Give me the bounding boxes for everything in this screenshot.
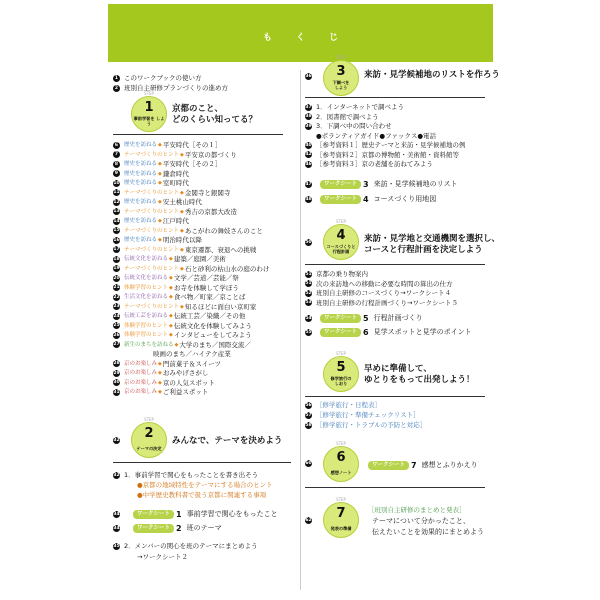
list-item[interactable] xyxy=(113,160,221,168)
step-5-heading: 早めに準備して、 ゆとりをもって出発しよう！ xyxy=(364,364,475,385)
worksheet-5[interactable] xyxy=(320,313,423,323)
step-caption: STEP xyxy=(336,351,346,356)
ws-page xyxy=(113,524,124,532)
step-5-badge xyxy=(323,351,359,392)
list-item[interactable] xyxy=(305,113,379,121)
item-text: 門前菓子＆スイーツ xyxy=(162,359,221,368)
worksheet-number: 3 xyxy=(363,179,369,189)
worksheet-number: 2 xyxy=(176,523,182,533)
page-number-badge: 39 xyxy=(305,123,312,129)
page-number-badge: 42 xyxy=(305,152,312,157)
item-text: お寺を体験して学ぼう xyxy=(173,283,239,292)
diamond-icon: ◆ xyxy=(169,284,173,291)
list-item[interactable] xyxy=(305,411,420,419)
divider xyxy=(305,396,485,397)
step-caption: STEP xyxy=(336,441,346,446)
list-item[interactable] xyxy=(113,246,256,254)
item-text: 室町時代 xyxy=(162,179,189,187)
page-number-badge: 7 xyxy=(114,152,119,157)
item-text: おみやげさがし xyxy=(162,369,209,377)
step-number: 2 xyxy=(144,426,154,441)
page-number-badge: 34 xyxy=(113,525,120,531)
diamond-icon: ◆ xyxy=(158,142,162,148)
step-6-page xyxy=(305,459,316,467)
page-title: もくじ xyxy=(262,33,362,43)
item-text: 1．事前学習で関心をもったことを書き出そう xyxy=(124,471,259,479)
step-label: テーマの決定 xyxy=(136,446,162,451)
list-item[interactable] xyxy=(113,74,202,82)
divider xyxy=(113,462,291,463)
category-label: 京のお楽しみ xyxy=(124,370,158,376)
step-1-heading: 京都のこと、 どのくらい知ってる？ xyxy=(172,104,258,125)
diamond-icon: ◆ xyxy=(180,208,184,215)
list-item[interactable] xyxy=(305,270,368,278)
item-text: 文学／芸道／芸能／祭 xyxy=(173,274,239,282)
page-number-badge: 18 xyxy=(113,256,120,262)
category-label: 体験学習のヒント xyxy=(124,284,169,291)
list-item[interactable] xyxy=(113,179,189,187)
list-item[interactable] xyxy=(305,122,392,130)
list-item[interactable] xyxy=(113,198,202,206)
page-number-badge: 2 xyxy=(114,85,119,91)
category-label: テーマづくりのヒント xyxy=(124,208,180,215)
item-text: 次の来訪地への移動に必要な時間の算出の仕方 xyxy=(316,279,453,288)
list-item[interactable] xyxy=(113,284,239,292)
item-text: 伝統工芸／染織／その他 xyxy=(173,312,246,320)
step-label: 事前学習を しよう xyxy=(133,116,165,126)
step-7-bracket-title[interactable]: ［班別自主研修のまとめと発表］ xyxy=(368,506,466,514)
item-text: 安土桃山時代 xyxy=(162,198,202,206)
item-text: 大学のまち／国際交流／ xyxy=(179,340,251,349)
diamond-icon: ◆ xyxy=(180,151,184,158)
page-number-badge: 53 xyxy=(305,300,312,305)
worksheet-title: 事前学習で関心をもったこと xyxy=(186,510,278,518)
page-number-badge: 6 xyxy=(114,142,119,148)
list-item[interactable] xyxy=(113,331,252,339)
category-label: 伝統文化を訪ねる xyxy=(124,256,169,262)
diamond-icon: ◆ xyxy=(169,322,173,329)
sub-item: ●京都の地域特性をテーマにする場合のヒント xyxy=(137,481,273,489)
list-item[interactable] xyxy=(305,299,458,307)
step-label: コースづくりと 行程計画 xyxy=(326,244,356,254)
header-banner xyxy=(108,4,493,62)
page-number-badge: 51 xyxy=(305,271,312,277)
step-1-badge xyxy=(131,91,167,132)
step-3-heading: 来訪・見学候補地のリストを作ろう xyxy=(364,70,500,80)
step-2-badge xyxy=(131,417,167,458)
category-label: 新生のまちを訪ねる xyxy=(124,341,174,348)
worksheet-title: 感想とふりかえり xyxy=(421,461,478,469)
diamond-icon: ◆ xyxy=(158,218,162,224)
page-number-badge: 25 xyxy=(113,323,120,328)
diamond-icon: ◆ xyxy=(158,170,162,177)
ws-page xyxy=(305,328,316,336)
page-number-badge: 9 xyxy=(114,171,119,176)
step-number: 6 xyxy=(336,450,346,465)
item-text: 明治時代以降 xyxy=(162,236,202,244)
step-7-text-2: 伝えたいことを効果的にまとめよう xyxy=(372,528,484,536)
page-number-badge: 55 xyxy=(305,329,312,335)
list-item[interactable] xyxy=(113,255,226,263)
list-item[interactable] xyxy=(305,151,459,159)
diamond-icon: ◆ xyxy=(158,237,162,243)
page-number-badge: 46 xyxy=(305,161,312,167)
item-text: 京都の乗り物案内 xyxy=(316,270,368,278)
item-text: 映画のまち／ハイテク産業 xyxy=(153,350,231,358)
category-label: 歴史を訪ねる xyxy=(124,218,158,224)
category-label: テーマづくりのヒント xyxy=(124,227,180,234)
step-3-badge xyxy=(323,55,359,96)
page-number-badge: 40 xyxy=(305,142,312,148)
page-number-badge: 23 xyxy=(113,304,120,309)
item-text: ［参考資料３］京の老舗を訪ねてみよう xyxy=(316,160,433,168)
step-7-page xyxy=(305,516,316,524)
worksheet-label: ワークシート xyxy=(320,314,361,323)
list-item[interactable] xyxy=(113,360,221,368)
list-item[interactable] xyxy=(113,379,215,387)
step-number: 5 xyxy=(336,360,346,375)
category-label: 体験学習のヒント xyxy=(124,322,169,329)
step-caption: STEP xyxy=(144,91,154,96)
list-item[interactable] xyxy=(113,189,230,197)
step-4-page xyxy=(305,238,316,246)
category-label: テーマづくりのヒント xyxy=(124,265,180,272)
item-text: ●ボランティアガイド●ファックス●電話 xyxy=(316,131,437,140)
worksheet-number: 1 xyxy=(176,509,182,519)
list-item[interactable] xyxy=(113,227,263,235)
divider xyxy=(305,264,485,265)
list-item[interactable] xyxy=(113,274,239,282)
item-text: ［参考資料２］京都の博物館・美術館・資料館等 xyxy=(316,150,459,159)
item-text: 秀吉の京都大改造 xyxy=(184,207,237,216)
step-label: 感想ノート xyxy=(330,470,352,475)
page-number-badge: 30 xyxy=(113,380,120,385)
item-text: インタビューをしてみよう xyxy=(173,331,252,339)
page-number-badge: 35 xyxy=(113,543,120,549)
step-label: 修学旅行の しおり xyxy=(330,376,352,386)
list-item[interactable] xyxy=(113,84,228,92)
sub-item: ●中学歴史教科書で扱う京都に関連する事項 xyxy=(137,491,267,499)
page-number-badge: 50 xyxy=(305,239,312,245)
page-number-badge: 11 xyxy=(113,190,120,195)
worksheet-title: 班のテーマ xyxy=(186,524,222,532)
worksheet-title: 来訪・見学候補地のリスト xyxy=(373,180,458,188)
worksheet-number: 7 xyxy=(411,460,417,470)
worksheet-title: 行程計画づくり xyxy=(373,314,423,322)
category-label: 歴史を訪ねる xyxy=(124,161,158,167)
category-label: 歴史を訪ねる xyxy=(124,180,158,186)
divider xyxy=(113,134,283,135)
step-number: 4 xyxy=(336,228,346,243)
worksheet-number: 4 xyxy=(363,194,369,204)
list-item[interactable] xyxy=(113,303,256,311)
item-text: あこがれの舞妓さんのこと xyxy=(184,226,263,235)
page-number-badge: 37 xyxy=(305,104,312,110)
list-item[interactable] xyxy=(113,369,208,377)
step-label: 発表の準備 xyxy=(330,526,352,531)
diamond-icon: ◆ xyxy=(169,332,173,338)
item-text: 江戸時代 xyxy=(162,217,189,225)
category-label: 京のお楽しみ xyxy=(124,360,158,367)
category-label: テーマづくりのヒント xyxy=(124,151,180,158)
page-number-badge: 62 xyxy=(305,517,312,523)
worksheet-4[interactable] xyxy=(320,194,436,204)
step-caption: STEP xyxy=(336,219,346,224)
item-text: 1．インターネットで調べよう xyxy=(316,103,405,111)
category-label: 京のお楽しみ xyxy=(124,389,158,395)
page-number-badge: 58 xyxy=(305,422,312,428)
page-number-badge: 1 xyxy=(114,75,119,81)
list-item[interactable] xyxy=(113,388,208,396)
page-number-badge: 13 xyxy=(113,209,120,214)
page-number-badge: 31 xyxy=(113,389,120,395)
step-3-page xyxy=(305,72,316,80)
diamond-icon: ◆ xyxy=(180,303,184,310)
page-number-badge: 57 xyxy=(305,412,312,418)
item-text: 金閣寺と銀閣寺 xyxy=(184,188,231,197)
list-item[interactable] xyxy=(305,421,426,429)
page-number-badge: 34 xyxy=(113,511,120,517)
step-7-badge xyxy=(323,497,359,538)
step-number: 1 xyxy=(144,100,154,115)
column-divider xyxy=(300,70,301,590)
category-label: 伝統文化を訪ねる xyxy=(124,275,169,281)
worksheet-label: ワークシート xyxy=(320,180,361,189)
item-text: ［修学旅行・日程表］ xyxy=(316,401,381,409)
page-number-badge: 36 xyxy=(305,73,312,79)
page-number-badge: 56 xyxy=(305,402,312,408)
item-text: 3．下調べ中の問い合わせ xyxy=(316,122,392,130)
diamond-icon: ◆ xyxy=(158,389,162,395)
item-text: 建築／庭園／美術 xyxy=(173,255,226,263)
step-7-text-1: テーマについて分かったこと、 xyxy=(372,517,470,525)
worksheet-label: ワークシート xyxy=(368,461,409,470)
item-text: 知るほどに面白い京町家 xyxy=(184,302,257,311)
step-4-badge xyxy=(323,219,359,260)
step-6-badge xyxy=(323,441,359,482)
page-number-badge: 28 xyxy=(113,361,120,366)
worksheet-1[interactable] xyxy=(133,509,278,519)
step-4-heading: 来訪・見学地と交通機関を選択し、 コースと行程計画を決定しよう xyxy=(364,234,501,255)
category-label: 歴史を訪ねる xyxy=(124,170,158,177)
category-label: テーマづくりのヒント xyxy=(124,246,180,253)
page-number-badge: 48 xyxy=(305,196,312,202)
worksheet-7[interactable] xyxy=(368,460,478,470)
page-number-badge: 52 xyxy=(305,290,312,296)
page-number-badge: 38 xyxy=(305,114,312,119)
ws-page xyxy=(305,195,316,203)
list-item xyxy=(305,132,436,140)
category-label: 歴史を訪ねる xyxy=(124,142,158,148)
page-number-badge: 54 xyxy=(305,315,312,321)
item-text: ［修学旅行・準備チェックリスト］ xyxy=(316,411,420,419)
list-item[interactable] xyxy=(113,542,258,550)
diamond-icon: ◆ xyxy=(174,341,179,348)
ws-page xyxy=(305,180,316,188)
list-item[interactable] xyxy=(305,289,451,297)
page-number-badge: 17 xyxy=(113,247,120,252)
category-label: 伝統工芸を訪ねる xyxy=(124,313,169,319)
step-number: 7 xyxy=(336,506,346,521)
category-label: 生活文化を訪ねる xyxy=(124,294,169,300)
category-label: 体験学習のヒント xyxy=(124,332,169,338)
item-text: 班別自主研修プランづくりの進め方 xyxy=(124,84,228,92)
item-text: 石と砂利の枯山水の庭のわけ xyxy=(184,264,270,273)
diamond-icon: ◆ xyxy=(180,189,184,196)
list-item[interactable] xyxy=(113,170,189,178)
list-item[interactable] xyxy=(113,312,245,320)
page-number-badge: 32 xyxy=(113,472,120,478)
page-number-badge: 32 xyxy=(113,437,120,443)
item-text: ご利益スポット xyxy=(162,388,209,396)
item-text: ［参考資料１］歴史テーマと来訪・見学候補地の例 xyxy=(316,141,466,149)
list-item[interactable] xyxy=(305,160,433,168)
list-item[interactable] xyxy=(113,322,252,330)
item-text: 2．図書館で調べよう xyxy=(316,112,379,121)
item-text: 平安京の都づくり xyxy=(184,150,237,159)
worksheet-label: ワークシート xyxy=(320,195,361,204)
item-text-continued: →ワークシート２ xyxy=(137,553,188,561)
ws-page xyxy=(305,314,316,322)
step-number: 3 xyxy=(336,64,346,79)
diamond-icon: ◆ xyxy=(158,180,162,186)
step-2-heading: みんなで、テーマを決めよう xyxy=(172,436,283,446)
diamond-icon: ◆ xyxy=(158,199,162,205)
diamond-icon: ◆ xyxy=(180,246,184,253)
page-number-badge: 27 xyxy=(113,342,120,347)
item-text: 鎌倉時代 xyxy=(162,169,189,178)
page-number-badge: 22 xyxy=(113,294,120,300)
worksheet-title: 見学スポットと見学のポイント xyxy=(373,328,472,336)
worksheet-label: ワークシート xyxy=(320,328,361,337)
page-number-badge: 20 xyxy=(113,275,120,281)
page-number-badge: 19 xyxy=(113,266,120,271)
diamond-icon: ◆ xyxy=(158,370,162,376)
diamond-icon: ◆ xyxy=(169,294,173,300)
ws-page xyxy=(113,510,124,518)
diamond-icon: ◆ xyxy=(180,265,184,272)
worksheet-number: 5 xyxy=(363,313,369,323)
list-item[interactable] xyxy=(113,236,202,244)
page-number-badge: 8 xyxy=(114,161,119,167)
page-number-badge: 24 xyxy=(113,313,120,319)
category-label: テーマづくりのヒント xyxy=(124,189,180,196)
category-label: 歴史を訪ねる xyxy=(124,199,158,205)
page-number-badge: 15 xyxy=(113,228,120,233)
page-number-badge: 10 xyxy=(113,180,120,186)
item-text: 食べ物／町家／京ことば xyxy=(173,293,246,301)
worksheet-title: コースづくり用地図 xyxy=(373,195,437,203)
list-item[interactable] xyxy=(113,217,189,225)
step-caption: STEP xyxy=(144,417,154,422)
list-item[interactable] xyxy=(113,293,245,301)
list-item[interactable] xyxy=(305,103,404,111)
worksheet-label: ワークシート xyxy=(133,524,174,533)
item-text: 平安時代［その１］ xyxy=(162,141,222,149)
page-number-badge: 26 xyxy=(113,332,120,338)
step-label: 下調べを しよう xyxy=(332,80,350,90)
diamond-icon: ◆ xyxy=(158,379,162,386)
worksheet-3[interactable] xyxy=(320,179,457,189)
step-caption: STEP xyxy=(336,55,346,60)
worksheet-6[interactable] xyxy=(320,327,472,337)
list-item[interactable] xyxy=(113,151,237,159)
item-text: このワークブックの使い方 xyxy=(124,74,202,82)
page-number-badge: 51 xyxy=(305,281,312,286)
diamond-icon: ◆ xyxy=(158,161,162,167)
page-number-badge: 47 xyxy=(305,181,312,187)
divider xyxy=(305,97,485,98)
step-caption: STEP xyxy=(336,497,346,502)
list-item[interactable] xyxy=(113,471,258,479)
diamond-icon: ◆ xyxy=(169,313,173,319)
step-2-page xyxy=(113,436,124,444)
list-item[interactable] xyxy=(113,265,269,273)
item-text: ［修学旅行・トラブルの予防と対応］ xyxy=(316,421,427,429)
item-text: 平安時代［その２］ xyxy=(162,160,222,168)
diamond-icon: ◆ xyxy=(158,360,162,367)
list-item[interactable] xyxy=(305,401,381,409)
list-item[interactable] xyxy=(113,208,237,216)
list-item xyxy=(113,350,231,358)
page-number-badge: 12 xyxy=(113,199,120,205)
diamond-icon: ◆ xyxy=(169,275,173,281)
diamond-icon: ◆ xyxy=(180,227,184,234)
list-item[interactable] xyxy=(113,141,221,149)
category-label: テーマづくりのヒント xyxy=(124,303,180,310)
item-text: 班別自主研修の行程計画づくり→ワークシート５ xyxy=(316,298,458,307)
diamond-icon: ◆ xyxy=(169,256,173,262)
page-number-badge: 21 xyxy=(113,285,120,290)
item-text: 班別自主研修のコースづくり→ワークシート４ xyxy=(316,289,452,297)
list-item[interactable] xyxy=(113,341,251,349)
item-text: 東京遷都、衰退への挑戦 xyxy=(184,245,257,254)
item-text: 京の人気スポット xyxy=(162,378,215,387)
page-number-badge: 14 xyxy=(113,218,120,224)
worksheet-label: ワークシート xyxy=(133,510,174,519)
item-text: 伝統文化を体験してみよう xyxy=(173,321,252,330)
worksheet-2[interactable] xyxy=(133,523,222,533)
divider xyxy=(305,487,485,488)
worksheet-number: 6 xyxy=(363,327,369,337)
page-number-badge: 60 xyxy=(305,460,312,466)
item-text: 2．メンバーの関心を班のテーマにまとめよう xyxy=(124,542,258,550)
page-number-badge: 29 xyxy=(113,370,120,376)
list-item[interactable] xyxy=(305,141,466,149)
category-label: 歴史を訪ねる xyxy=(124,237,158,243)
page-number-badge: 16 xyxy=(113,237,120,243)
list-item[interactable] xyxy=(305,280,453,288)
category-label: 京のお楽しみ xyxy=(124,379,158,386)
